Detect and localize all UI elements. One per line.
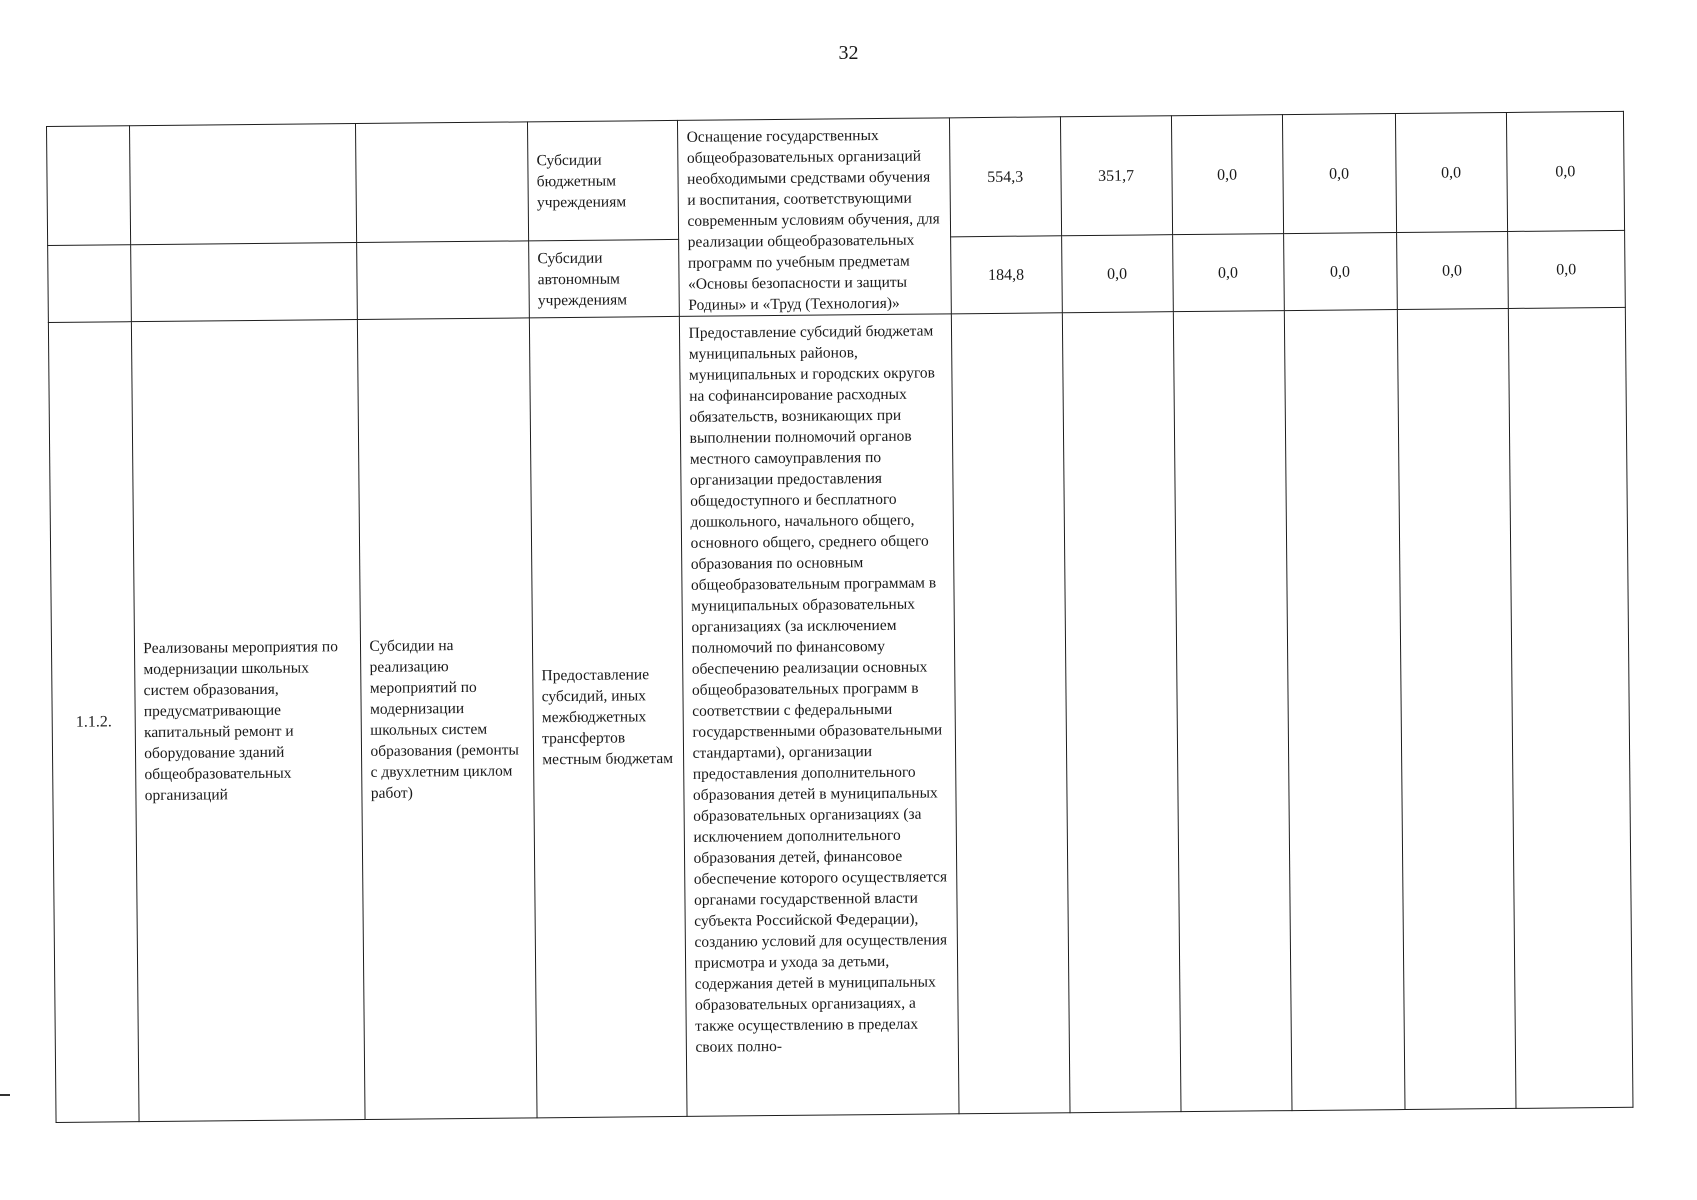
margin-mark <box>0 1094 10 1096</box>
document-sheet <box>46 111 1633 1122</box>
purpose-cell: Субсидии на реализацию мероприятий по модернизации школьных систем образования (ремонты с двухлетним циклом работ) <box>358 318 537 1120</box>
value-cell: 351,7 <box>1060 116 1172 236</box>
value-cell: 0,0 <box>1396 232 1508 310</box>
shared-description-cell: Оснащение государственных общеобразовательных организаций необходимыми средствами обучения и воспитания, соответствующими современным условиям обучения, для реализации общеобразовательных программ по учебным предметам «Основы безопасности и защиты Родины» и «Труд (Технология)» <box>677 118 951 317</box>
value-cell: 0,0 <box>1171 115 1283 235</box>
value-cell <box>1062 312 1181 1113</box>
row-id-cell: 1.1.2. <box>48 322 139 1123</box>
cell-empty <box>357 241 530 319</box>
expense-type-cell: Субсидии автономным учреждениям <box>529 240 679 318</box>
cell-empty <box>356 122 529 243</box>
value-cell <box>1508 307 1633 1108</box>
value-cell: 0,0 <box>1172 234 1284 312</box>
table-row <box>48 307 1633 1122</box>
table-row <box>47 111 1625 245</box>
cell-empty <box>130 124 357 245</box>
cell-empty <box>47 126 131 246</box>
value-cell: 0,0 <box>1283 233 1397 311</box>
value-cell: 0,0 <box>1395 112 1507 232</box>
value-cell: 184,8 <box>950 236 1062 314</box>
cell-empty <box>48 245 132 323</box>
value-cell: 0,0 <box>1507 231 1625 309</box>
page-number: 32 <box>838 42 859 64</box>
cell-empty <box>131 243 358 322</box>
value-cell <box>1397 308 1516 1109</box>
budget-table <box>46 111 1633 1123</box>
expense-type-cell: Предоставление субсидий, иных межбюджетных трансфертов местным бюджетам <box>530 316 687 1117</box>
expense-type-cell: Субсидии бюджетным учреждениям <box>528 120 679 241</box>
value-cell <box>1173 311 1292 1112</box>
value-cell <box>1284 310 1405 1111</box>
value-cell: 0,0 <box>1506 111 1625 231</box>
result-cell: Реализованы мероприятия по модернизации школьных систем образования, предусматривающие капитальный ремонт и оборудование зданий общеобразовательных организаций <box>132 320 366 1122</box>
value-cell <box>951 313 1070 1114</box>
value-cell: 0,0 <box>1282 114 1396 234</box>
description-cell: Предоставление субсидий бюджетам муниципальных районов, муниципальных и городских округов на софинансирование расходных обязательств, возникающих при выполнении полномочий органов местного самоуправления по организации предоставления общедоступного и бесплатного дошкольного, начального общего, основного общего, среднего общего образования по основным общеобразовательным программам в муниципальных образовательных организациях (за исключением полномочий по финансовому обеспечению реализации основных общеобразовательных программ в соответствии с федеральными государственными образовательными стандартами), организации предоставления дополнительного образования детей в муниципальных образовательных организациях (за исключением дополнительного образования детей, финансовое обеспечение которого осуществляется органами государственной власти субъекта Российской Федерации), созданию условий для осуществления присмотра и ухода за детьми, содержания детей в муниципальных образовательных организациях, а также осуществлению в пределах своих полно- <box>679 314 959 1117</box>
value-cell: 0,0 <box>1061 235 1173 313</box>
value-cell: 554,3 <box>949 117 1061 237</box>
